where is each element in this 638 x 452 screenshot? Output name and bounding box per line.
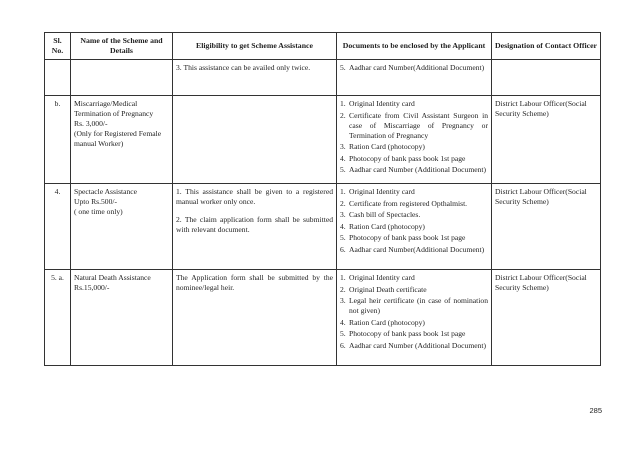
document-text: Original Identity card: [349, 273, 415, 282]
contact-officer-cell: District Labour Officer(Social Security Scheme): [492, 270, 601, 366]
document-text: Photocopy of bank pass book 1st page: [349, 233, 466, 242]
document-text: Original Identity card: [349, 187, 415, 196]
scheme-name-line: (Only for Registered Female manual Worker): [74, 129, 162, 148]
document-text: Aadhar card Number (Additional Document): [349, 340, 487, 350]
document-number: 2.: [340, 284, 346, 294]
table-header-row: [45, 33, 601, 60]
document-number: 6.: [340, 244, 346, 254]
document-item: [340, 296, 488, 316]
document-text: Original Identity card: [349, 99, 415, 108]
sl-cell: 5. a.: [45, 270, 71, 366]
contact-officer-cell: District Labour Officer(Social Security Scheme): [492, 96, 601, 184]
document-number: 4.: [340, 153, 346, 163]
scheme-name-line: ( one time only): [74, 207, 123, 216]
eligibility-cell: [173, 96, 337, 184]
eligibility-item: The Application form shall be submitted by the nominee/legal heir.: [176, 273, 333, 292]
document-number: 2.: [340, 198, 346, 208]
scheme-name-line: Rs.15,000/-: [74, 283, 110, 292]
scheme-name-line: Natural Death Assistance: [74, 273, 151, 282]
table-row: [45, 96, 601, 184]
scheme-name-line: Miscarriage/Medical Termination of Pregnancy: [74, 99, 154, 118]
document-number: 1.: [340, 273, 346, 282]
scheme-name-line: Upto Rs.500/-: [74, 197, 118, 206]
scheme-name-cell: [71, 270, 173, 366]
document-item: [340, 245, 488, 255]
document-item: [340, 99, 488, 109]
document-text: Aadhar card Number (Additional Document): [349, 165, 487, 174]
scheme-name-cell: [71, 96, 173, 184]
eligibility-cell: [173, 270, 337, 366]
document-number: 3.: [340, 296, 346, 305]
documents-list: [340, 273, 488, 351]
document-number: 3.: [340, 142, 346, 151]
documents-list: [340, 187, 488, 255]
document-text: Original Death certificate: [349, 284, 427, 294]
contact-officer-cell: District Labour Officer(Social Security Scheme): [492, 184, 601, 270]
document-text: Certificate from registered Opthalmist.: [349, 198, 468, 208]
documents-list: [340, 99, 488, 175]
documents-cell: [337, 270, 492, 366]
document-item: [340, 285, 488, 295]
document-item: [340, 142, 488, 152]
document-number: 1.: [340, 99, 346, 108]
document-item: [340, 63, 488, 73]
sl-cell: 4.: [45, 184, 71, 270]
document-number: 4.: [340, 221, 346, 231]
header-documents: Documents to be enclosed by the Applicant: [337, 33, 492, 60]
document-text: Cash bill of Spectacles.: [349, 210, 421, 219]
header-eligibility: Eligibility to get Scheme Assistance: [173, 33, 337, 60]
document-item: [340, 273, 488, 283]
document-text: Legal heir certificate (in case of nomination not given): [349, 296, 488, 315]
table-row: [45, 60, 601, 96]
document-text: Ration Card (photocopy): [349, 142, 425, 151]
scheme-name-cell: [71, 184, 173, 270]
document-text: Aadhar card Number(Additional Document): [349, 63, 485, 72]
sl-cell: [45, 60, 71, 96]
page-number: 285: [589, 406, 602, 415]
scheme-name-line: Rs. 3,000/-: [74, 119, 108, 128]
scheme-table: [44, 32, 601, 366]
document-item: [340, 329, 488, 339]
document-number: 1.: [340, 187, 346, 196]
document-text: Photocopy of bank pass book 1st page: [349, 329, 466, 338]
document-text: Ration Card (photocopy): [349, 221, 425, 231]
document-item: [340, 111, 488, 141]
documents-cell: [337, 60, 492, 96]
scheme-name-cell: [71, 60, 173, 96]
table-row: [45, 184, 601, 270]
document-number: 5.: [340, 165, 346, 174]
header-contact-officer: Designation of Contact Officer: [492, 33, 601, 60]
contact-officer-cell: [492, 60, 601, 96]
document-text: Aadhar card Number(Additional Document): [349, 244, 485, 254]
header-scheme-name: Name of the Scheme and Details: [71, 33, 173, 60]
document-item: [340, 318, 488, 328]
document-number: 2.: [340, 110, 346, 120]
document-text: Ration Card (photocopy): [349, 317, 425, 327]
eligibility-cell: [173, 60, 337, 96]
document-number: 3.: [340, 210, 346, 219]
header-sl-no: Sl. No.: [45, 33, 71, 60]
documents-cell: [337, 184, 492, 270]
document-number: 5.: [340, 329, 346, 338]
document-text: Certificate from Civil Assistant Surgeon in case of Miscarriage of Pregnancy or Termination of Pregnancy: [349, 110, 488, 140]
document-number: 4.: [340, 317, 346, 327]
document-item: [340, 233, 488, 243]
document-item: [340, 187, 488, 197]
document-number: 5.: [340, 233, 346, 242]
document-item: [340, 341, 488, 351]
eligibility-item: 2. The claim application form shall be submitted with relevant document.: [176, 215, 333, 234]
scheme-name-line: Spectacle Assistance: [74, 187, 138, 196]
document-item: [340, 199, 488, 209]
sl-cell: b.: [45, 96, 71, 184]
document-item: [340, 222, 488, 232]
documents-cell: [337, 96, 492, 184]
document-item: [340, 154, 488, 164]
documents-list: [340, 63, 488, 73]
table-row: [45, 270, 601, 366]
document-number: 6.: [340, 340, 346, 350]
document-text: Photocopy of bank pass book 1st page: [349, 153, 466, 163]
document-item: [340, 165, 488, 175]
document-item: [340, 210, 488, 220]
eligibility-cell: [173, 184, 337, 270]
eligibility-item: 3. This assistance can be availed only twice.: [176, 63, 311, 72]
document-number: 5.: [340, 63, 346, 72]
eligibility-item: 1. This assistance shall be given to a registered manual worker only once.: [176, 187, 333, 206]
